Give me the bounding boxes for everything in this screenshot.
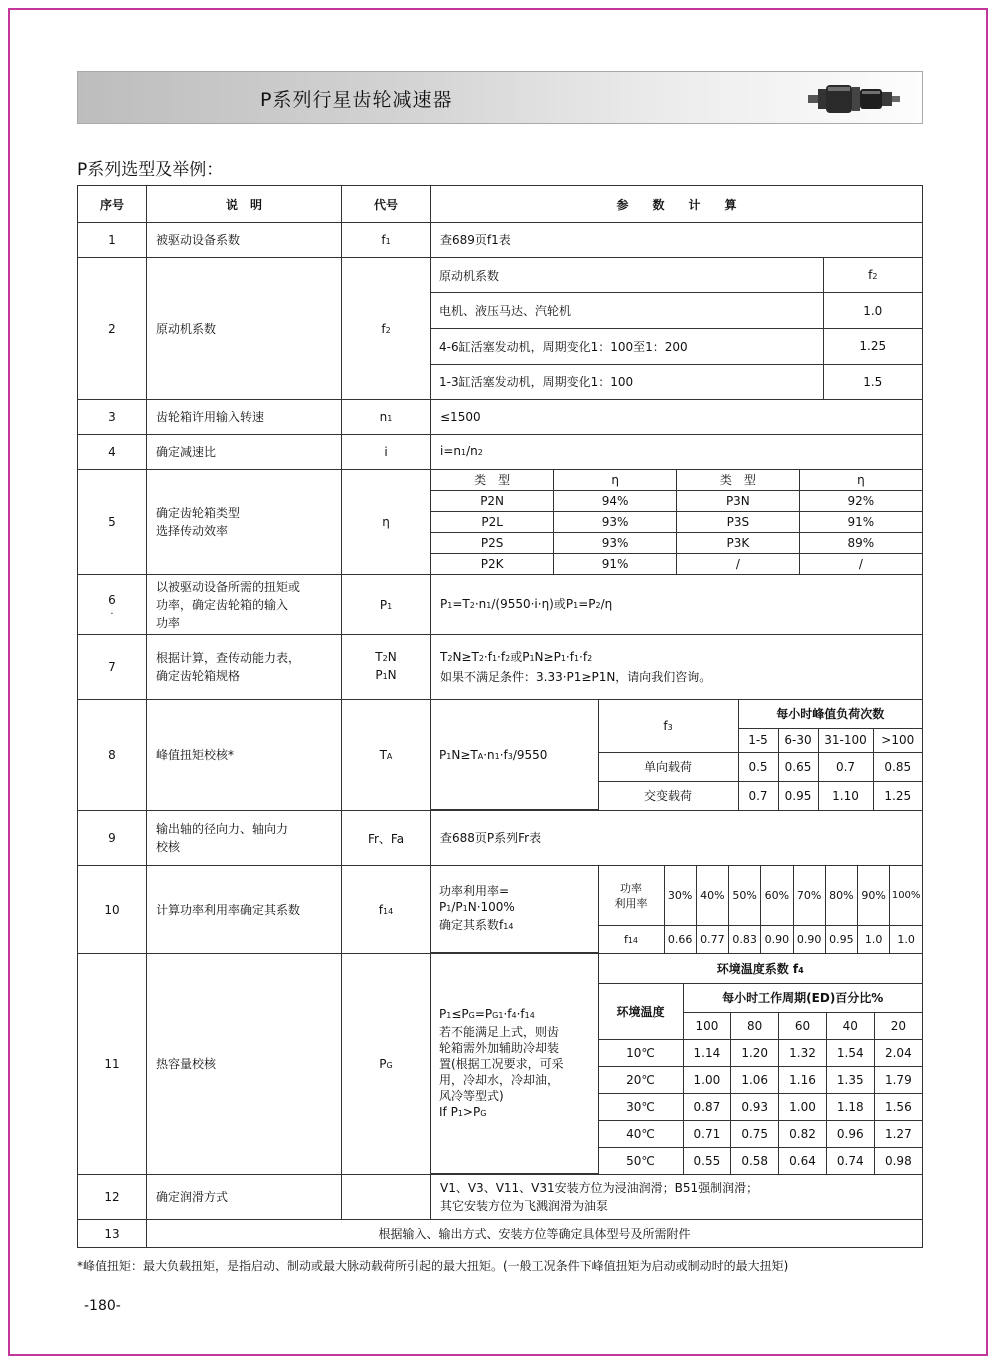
eff-cell: P3K: [677, 532, 800, 553]
f4-cell: 0.55: [683, 1147, 731, 1173]
eff-cell: /: [799, 554, 922, 574]
row-desc-line: 功率，确定齿轮箱的输入: [156, 597, 289, 612]
row-no: [78, 575, 147, 635]
row-no: 13: [78, 1220, 147, 1248]
row-no: 1: [78, 223, 147, 258]
eff-cell: 91%: [554, 554, 677, 574]
table-row-12: [78, 1175, 923, 1220]
peak-cell: 0.7: [818, 752, 873, 781]
f3-label: f3: [598, 700, 738, 752]
row-desc: 确定润滑方式: [147, 1175, 342, 1220]
row-desc: [147, 635, 342, 700]
peak-col: >100: [873, 728, 922, 752]
eff-cell: P2K: [431, 554, 554, 574]
row-no: 5: [78, 470, 147, 575]
eff-cell: 91%: [799, 511, 922, 532]
header-calc: 参 数 计 算: [431, 186, 923, 223]
peak-col: 1-5: [738, 728, 778, 752]
row-desc: [147, 575, 342, 635]
f14-cell: 0.90: [761, 926, 793, 953]
pct-cell: 90%: [858, 866, 890, 926]
f4-cell: 0.96: [826, 1120, 874, 1147]
row-text: 根据输入、输出方式、安装方位等确定具体型号及所需附件: [147, 1220, 923, 1248]
label-line: 功率: [620, 881, 642, 895]
row-calc-line: V1、V3、V11、V31安装方位为浸油润滑；B51强制润滑；: [440, 1181, 759, 1195]
f4-cell: 1.16: [779, 1066, 827, 1093]
duty-col: 100: [683, 1012, 731, 1039]
row-no: 12: [78, 1175, 147, 1220]
row-no: 8: [78, 700, 147, 811]
row-desc-line: 确定齿轮箱规格: [156, 669, 241, 683]
row-desc-line: 确定齿轮箱类型: [156, 506, 241, 520]
load-label: 交变载荷: [598, 781, 738, 809]
row-desc-line: 以被驱动设备所需的扭矩或: [156, 579, 301, 594]
row-desc: 计算功率利用率确定其系数: [147, 866, 342, 954]
f4-cell: 1.32: [779, 1039, 827, 1066]
row-calc: T2N≥T2·f1·f2或P1N≥P1·f1·f2 如果不满足条件：3.33·P1≥P1N，请向我们咨询。: [431, 635, 923, 700]
table-row-9: [78, 811, 923, 866]
peak-formula: P1N≥TA·n1·f3/9550: [431, 700, 598, 810]
f14-cell: 1.0: [858, 926, 890, 953]
pct-cell: 30%: [664, 866, 696, 926]
row-desc: 被驱动设备系数: [147, 223, 342, 258]
label-line: 利用率: [614, 896, 648, 910]
row-calc: 查689页f1表: [431, 223, 923, 258]
duty-col: 60: [779, 1012, 827, 1039]
eff-cell: P3N: [677, 490, 800, 511]
eff-cell: P2S: [431, 532, 554, 553]
f14-cell: 0.90: [793, 926, 825, 953]
f4-cell: 1.20: [731, 1039, 779, 1066]
utilization-table: [431, 866, 922, 953]
row-desc: 峰值扭矩校核*: [147, 700, 342, 811]
row-calc: [431, 258, 923, 400]
table-row-2: [78, 258, 923, 400]
f14-cell: 0.95: [825, 926, 857, 953]
table-row-8: [78, 700, 923, 811]
eff-cell: 93%: [554, 532, 677, 553]
row-no: 11: [78, 954, 147, 1175]
peak-title: 每小时峰值负荷次数: [738, 700, 922, 728]
eff-head: 类 型: [677, 470, 800, 490]
peak-cell: 0.85: [873, 752, 922, 781]
eff-head: η: [554, 470, 677, 490]
efficiency-table: [431, 470, 922, 574]
eff-cell: 94%: [554, 490, 677, 511]
row-calc: [431, 1175, 923, 1220]
duty-col: 80: [731, 1012, 779, 1039]
eff-cell: 93%: [554, 511, 677, 532]
f4-cell: 1.00: [779, 1093, 827, 1120]
row-no: 3: [78, 400, 147, 435]
row-code: f14: [342, 866, 431, 954]
f4-cell: 0.74: [826, 1147, 874, 1173]
duty-col: 40: [826, 1012, 874, 1039]
pct-cell: 100%: [890, 866, 922, 926]
row-code: η: [342, 470, 431, 575]
header-desc: 说 明: [147, 186, 342, 223]
eff-cell: 89%: [799, 532, 922, 553]
formula-line: 功率利用率=: [439, 884, 510, 898]
header-no: 序号: [78, 186, 147, 223]
f4-cell: 0.58: [731, 1147, 779, 1173]
row-code: P1: [342, 575, 431, 635]
peak-torque-table: [431, 700, 922, 810]
row-desc-line: 根据计算，查传动能力表，: [156, 651, 301, 665]
row-calc: [431, 866, 923, 954]
f4-cell: 1.27: [874, 1120, 922, 1147]
table-row-4: [78, 435, 923, 470]
eff-cell: P2L: [431, 511, 554, 532]
row-code: i: [342, 435, 431, 470]
row-code: PG: [342, 954, 431, 1175]
prime-mover-value: f2: [823, 258, 922, 293]
row-no: 10: [78, 866, 147, 954]
pct-cell: 70%: [793, 866, 825, 926]
f4-cell: 0.93: [731, 1093, 779, 1120]
f4-cell: 1.35: [826, 1066, 874, 1093]
f4-cell: 0.82: [779, 1120, 827, 1147]
thermal-formula: P1≤PG=PG1·f4·f14 若不能满足上式，则齿 轮箱需外加辅助冷却装 置(根据工况要求，可采 用，冷却水，冷却油， 风冷等型式) If P1>PG: [431, 954, 598, 1174]
row-desc-line: 功率: [156, 615, 181, 630]
f4-cell: 1.14: [683, 1039, 731, 1066]
f4-cell: 1.06: [731, 1066, 779, 1093]
peak-cell: 1.10: [818, 781, 873, 809]
row-code: n1: [342, 400, 431, 435]
header-code: 代号: [342, 186, 431, 223]
f4-cell: 0.98: [874, 1147, 922, 1173]
row-calc-line: 如果不满足条件：3.33·P1≥P1N，请向我们咨询。: [440, 670, 712, 684]
pct-cell: 50%: [729, 866, 761, 926]
f4-cell: 1.56: [874, 1093, 922, 1120]
eff-head: η: [799, 470, 922, 490]
title-banner: [77, 71, 923, 124]
prime-mover-label: 原动机系数: [431, 258, 823, 293]
temp-cell: 50℃: [598, 1147, 683, 1173]
f4-cell: 2.04: [874, 1039, 922, 1066]
prime-mover-value: 1.25: [823, 328, 922, 364]
f4-cell: 1.00: [683, 1066, 731, 1093]
f4-cell: 0.75: [731, 1120, 779, 1147]
row-desc: 齿轮箱许用输入转速: [147, 400, 342, 435]
row-calc: [431, 700, 923, 811]
temp-cell: 30℃: [598, 1093, 683, 1120]
gear-reducer-icon: [808, 79, 900, 119]
row-desc: 确定减速比: [147, 435, 342, 470]
row-desc-line: 输出轴的径向力、轴向力: [156, 822, 289, 836]
f4-cell: 0.87: [683, 1093, 731, 1120]
thermal-table: [431, 954, 922, 1174]
formula-line: 用，冷却水，冷却油，: [439, 1072, 560, 1087]
row-mark: .: [110, 605, 114, 617]
f4-cell: 0.71: [683, 1120, 731, 1147]
page-number: -180-: [84, 1298, 121, 1314]
row-no: 9: [78, 811, 147, 866]
thermal-title: 环境温度系数 f4: [598, 954, 922, 983]
page-title: P系列行星齿轮减速器: [260, 89, 453, 111]
utilization-label: [598, 866, 664, 926]
peak-col: 31-100: [818, 728, 873, 752]
peak-cell: 0.7: [738, 781, 778, 809]
prime-mover-label: 4-6缸活塞发动机，周期变化1：100至1：200: [431, 328, 823, 364]
row-no: 2: [78, 258, 147, 400]
f4-cell: 1.79: [874, 1066, 922, 1093]
row-calc: i=n1/n2: [431, 435, 923, 470]
temp-label: 环境温度: [598, 983, 683, 1039]
row-code: f1: [342, 223, 431, 258]
row-calc: 查688页P系列Fr表: [431, 811, 923, 866]
row-code: f2: [342, 258, 431, 400]
eff-cell: P3S: [677, 511, 800, 532]
footnote: *峰值扭矩：最大负载扭矩，是指启动、制动或最大脉动载荷所引起的最大扭矩。(一般工况条件下峰值扭矩为启动或制动时的最大扭矩): [77, 1259, 789, 1273]
f4-cell: 1.54: [826, 1039, 874, 1066]
row-calc: [431, 470, 923, 575]
row-no: 7: [78, 635, 147, 700]
f14-cell: 0.66: [664, 926, 696, 953]
f14-label: f14: [598, 926, 664, 953]
pct-cell: 40%: [696, 866, 728, 926]
prime-mover-table: [431, 258, 922, 399]
row-code: Fr、Fa: [342, 811, 431, 866]
duty-title: 每小时工作周期(ED)百分比%: [683, 983, 922, 1012]
table-row-11: [78, 954, 923, 1175]
row-desc: [147, 811, 342, 866]
duty-col: 20: [874, 1012, 922, 1039]
row-calc: [431, 954, 923, 1175]
prime-mover-value: 1.0: [823, 293, 922, 329]
formula-line: 轮箱需外加辅助冷却装: [439, 1040, 560, 1055]
row-desc: 热容量校核: [147, 954, 342, 1175]
temp-cell: 40℃: [598, 1120, 683, 1147]
prime-mover-label: 电机、液压马达、汽轮机: [431, 293, 823, 329]
formula-line: 置(根据工况要求，可采: [439, 1056, 564, 1071]
f4-cell: 1.18: [826, 1093, 874, 1120]
eff-cell: /: [677, 554, 800, 574]
row-desc-line: 选择传动效率: [156, 524, 229, 538]
f14-cell: 0.77: [696, 926, 728, 953]
table-row-7: [78, 635, 923, 700]
pct-cell: 80%: [825, 866, 857, 926]
row-desc: 原动机系数: [147, 258, 342, 400]
prime-mover-label: 1-3缸活塞发动机，周期变化1：100: [431, 364, 823, 399]
row-calc: P1=T2·n1/(9550·i·η)或P1=P2/η: [431, 575, 923, 635]
peak-cell: 0.65: [778, 752, 818, 781]
row-code: T2N P1N: [342, 635, 431, 700]
row-calc: ≤1500: [431, 400, 923, 435]
table-row-6: [78, 575, 923, 635]
selection-table: [77, 185, 923, 1248]
f14-cell: 1.0: [890, 926, 922, 953]
utilization-formula: 功率利用率= P1/P1N·100% 确定其系数f14: [431, 866, 598, 953]
temp-cell: 20℃: [598, 1066, 683, 1093]
table-header-row: [78, 186, 923, 223]
row-code: TA: [342, 700, 431, 811]
load-label: 单向载荷: [598, 752, 738, 781]
f14-cell: 0.83: [729, 926, 761, 953]
table-row-10: [78, 866, 923, 954]
formula-line: 若不能满足上式，则齿: [439, 1024, 560, 1039]
row-calc-line: 其它安装方位为飞溅润滑为油泵: [440, 1199, 609, 1213]
row-code: [342, 1175, 431, 1220]
pct-cell: 60%: [761, 866, 793, 926]
temp-cell: 10℃: [598, 1039, 683, 1066]
table-row-5: [78, 470, 923, 575]
f4-cell: 0.64: [779, 1147, 827, 1173]
table-row-13: [78, 1220, 923, 1248]
table-row-3: [78, 400, 923, 435]
prime-mover-value: 1.5: [823, 364, 922, 399]
peak-cell: 0.5: [738, 752, 778, 781]
table-row-1: [78, 223, 923, 258]
section-heading: P系列选型及举例：: [77, 160, 224, 180]
eff-cell: P2N: [431, 490, 554, 511]
peak-cell: 0.95: [778, 781, 818, 809]
row-no-text: 6: [108, 592, 116, 607]
eff-cell: 92%: [799, 490, 922, 511]
row-desc: [147, 470, 342, 575]
eff-head: 类 型: [431, 470, 554, 490]
formula-line: 风冷等型式): [439, 1088, 504, 1103]
row-desc-line: 校核: [156, 840, 181, 854]
row-no: 4: [78, 435, 147, 470]
peak-col: 6-30: [778, 728, 818, 752]
peak-cell: 1.25: [873, 781, 922, 809]
